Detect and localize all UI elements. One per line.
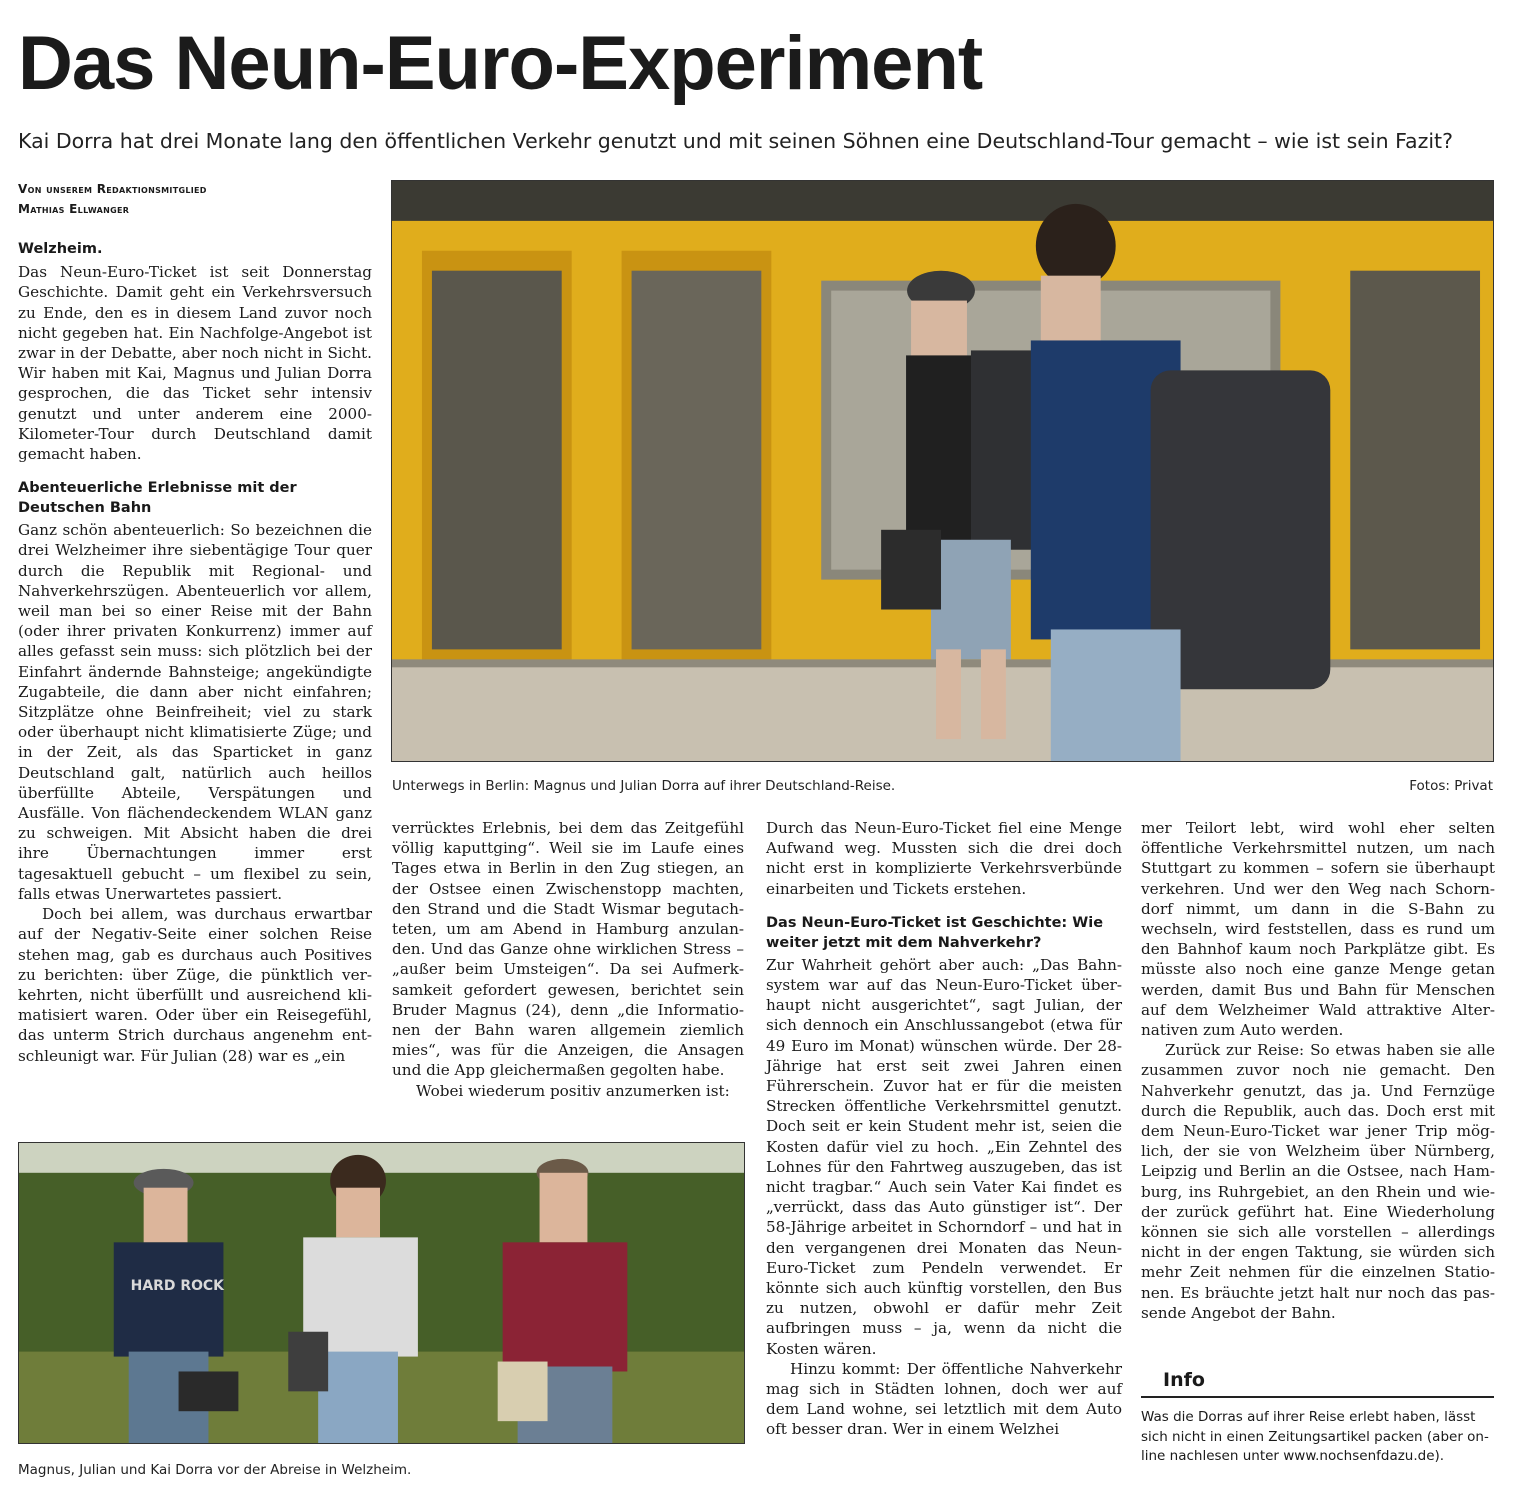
- train-platform-illustration: [392, 181, 1493, 761]
- paragraph: Zur Wahrheit gehört aber auch: „Das Bahnsystem war auf das Neun-Euro-Ticket überhaupt nicht ausgerichtet“, sagt Julian, der sich dennoch ein Anschlussangebot (etwa für 49 Euro im Monat) wünschen würde. Der 28-Jährige hat erst seit zwei Jahren einen Führerschein. Zuvor hat er für die meisten Strecken öffentliche Verkehrsmittel genutzt. Doch seit er kein Student mehr ist, seien die Kosten dafür viel zu hoch. „Ein Zehntel des Lohnes für den Fahrtweg auszugeben, das ist nicht tragbar.“ Auch sein Vater Kai findet es „verrückt, dass das Auto günstiger ist“. Der 58-Jährige arbeitet in Schorndorf – und hat in den vergangenen drei Monaten das Neun-Euro-Ticket zum Pendeln verwendet. Er könnte sich auch künftig vorstellen, den Bus zu nutzen, obwohl er dafür mehr Zeit aufbringen muss – ja, wenn da nicht die Kosten wären.: [766, 955, 1122, 1358]
- info-title: Info: [1141, 1364, 1494, 1398]
- paragraph: Durch das Neun-Euro-Ticket fiel eine Menge Aufwand weg. Mussten sich die drei doch nicht erst in komplizierte Verkehrsverbünde einarbeiten und Tickets erstehen.: [766, 819, 1122, 898]
- photo-caption: Unterwegs in Berlin: Magnus und Julian Dorra auf ihrer Deutschland-Reise.: [392, 778, 896, 794]
- article-column-4: [1141, 818, 1495, 1323]
- headline: Das Neun-Euro-Experiment: [18, 21, 983, 106]
- family-illustration: [19, 1143, 744, 1443]
- article-column-3: [766, 818, 1122, 1440]
- subheadline: Kai Dorra hat drei Monate lang den öffentlichen Verkehr genutzt und mit seinen Söhnen eine Deutschland-Tour gemacht – wie ist sein Fazit?: [18, 129, 1453, 153]
- photo-caption: Magnus, Julian und Kai Dorra vor der Abreise in Welzheim.: [18, 1462, 412, 1478]
- section-heading: Abenteuerliche Erlebnisse mit der Deutschen Bahn: [18, 480, 297, 517]
- tshirt-print: HARD ROCK: [130, 1278, 224, 1295]
- byline-role: Von unserem Redaktionsmitglied: [18, 182, 207, 196]
- train-platform-photo: [391, 180, 1494, 762]
- photo-credit: Fotos: Privat: [1409, 778, 1493, 794]
- paragraph: Zurück zur Reise: So etwas haben sie alle zusammen zuvor noch nie gemacht. Den Nahverkehr genutzt, das ja. Und Fernzüge durch die Republik, auch das. Doch erst mit dem Neun-Euro-Ticket war jener Trip möglich, der sie von Welzheim über Nürnberg, Leipzig und Berlin an die Ostsee, nach Hamburg, ins Ruhrgebiet, an den Rhein und wieder zurück geführt hat. Eine Wiederholung können sie sich alle vorstellen – allerdings nicht in der engen Taktung, sie würden sich mehr Zeit nehmen für die einzelnen Stationen. Es bräuchte jetzt halt nur noch das passende Angebot der Bahn.: [1141, 1041, 1495, 1322]
- byline: [18, 179, 378, 219]
- paragraph: Das Neun-Euro-Ticket ist seit Donnerstag Geschichte. Damit geht ein Verkehrsversuch zu Ende, den es in diesem Land zuvor noch nicht gegeben hat. Ein Nachfolge-Angebot ist zwar in der Debatte, aber noch nicht in Sicht. Wir haben mit Kai, Magnus und Julian Dorra gesprochen, die das Ticket sehr intensiv genutzt und unter anderem eine 2000-Kilometer-Tour durch Deutschland damit gemacht haben.: [18, 263, 372, 464]
- info-box: [1141, 1364, 1494, 1467]
- paragraph: Hinzu kommt: Der öffentliche Nahverkehr mag sich in Städten lohnen, doch wer auf dem Land wohne, sei letztlich mit dem Auto oft besser dran. Wer in einem Welzhei: [766, 1359, 1122, 1439]
- paragraph: Ganz schön abenteuerlich: So bezeichnen die drei Welzheimer ihre siebentägige Tour quer durch die Republik mit Regional- und Nahverkehrszügen. Abenteuerlich vor allem, weil man bei so einer Reise mit der Bahn (oder ihrer privaten Konkurrenz) immer auf alles gefasst sein muss: sich plötzlich bei der Einfahrt ändernde Bahnsteige; angekündigte Zugabteile, die dann aber nicht einfahren; Sitzplätze ohne Beinfreiheit; viel zu stark oder überhaupt nicht klimatisierte Züge; und in der Zeit, als das Sparticket in ganz Deutschland galt, natürlich auch heillos überfüllte Abteile, Verspätungen und Ausfälle. Von flächendeckendem WLAN ganz zu schweigen. Mit Absicht haben die drei ihre Übernachtungen immer erst tagesaktuell gebucht – um flexibel zu sein, falls etwas Unerwartetes passiert.: [18, 521, 372, 903]
- family-photo: [18, 1142, 745, 1444]
- article-column-1: [18, 239, 372, 1066]
- paragraph: Doch bei allem, was durchaus erwartbar auf der Negativ-Seite einer solchen Reise stehen mag, gab es durchaus auch Positives zu berichten: über Züge, die pünktlich verkehrten, nicht überfüllt und ausreichend klimatisiert waren. Oder über ein Reisegefühl, das unterm Strich durchaus angenehm entschleunigt war. Für Julian (28) war es „ein: [18, 905, 372, 1065]
- dateline: Welzheim.: [18, 241, 103, 257]
- article-column-2: [392, 818, 744, 1101]
- info-text: Was die Dorras auf ihrer Reise erlebt haben, lässt sich nicht in einen Zeitungsartikel packen (aber online nachlesen unter www.nochsenfdazu.de).: [1141, 1409, 1489, 1464]
- paragraph: Wobei wiederum positiv anzumerken ist:: [416, 1081, 730, 1100]
- paragraph: verrücktes Erlebnis, bei dem das Zeitgefühl völlig kaputtging“. Weil sie im Laufe eines Tages etwa in Berlin in den Zug stiegen, an der Ostsee einen Zwischenstopp machten, den Strand und die Stadt Wismar begutachteten, um am Abend in Hamburg anzulanden. Und das Ganze ohne wirklichen Stress – „außer beim Umsteigen“. Da sei Aufmerksamkeit gefordert gewesen, berichtet sein Bruder Magnus (24), denn „die Informationen der Bahn waren allgemein ziemlich mies“, was für die Anzeigen, die Ansagen und die App gleichermaßen gegolten habe.: [392, 819, 744, 1080]
- byline-author: Mathias Ellwanger: [18, 202, 130, 216]
- section-heading: Das Neun-Euro-Ticket ist Geschichte: Wie weiter jetzt mit dem Nahverkehr?: [766, 914, 1104, 951]
- paragraph: mer Teilort lebt, wird wohl eher selten öffentliche Verkehrsmittel nutzen, um nach Stuttgart zu kommen – sofern sie überhaupt verkehren. Und wer den Weg nach Schorndorf nimmt, um dann in die S-Bahn zu wechseln, wird feststellen, dass es rund um den Bahnhof kaum noch Parkplätze gibt. Es müsste also noch eine ganze Menge getan werden, damit Bus und Bahn für Menschen auf dem Welzheimer Wald attraktive Alternativen zum Auto werden.: [1141, 819, 1495, 1040]
